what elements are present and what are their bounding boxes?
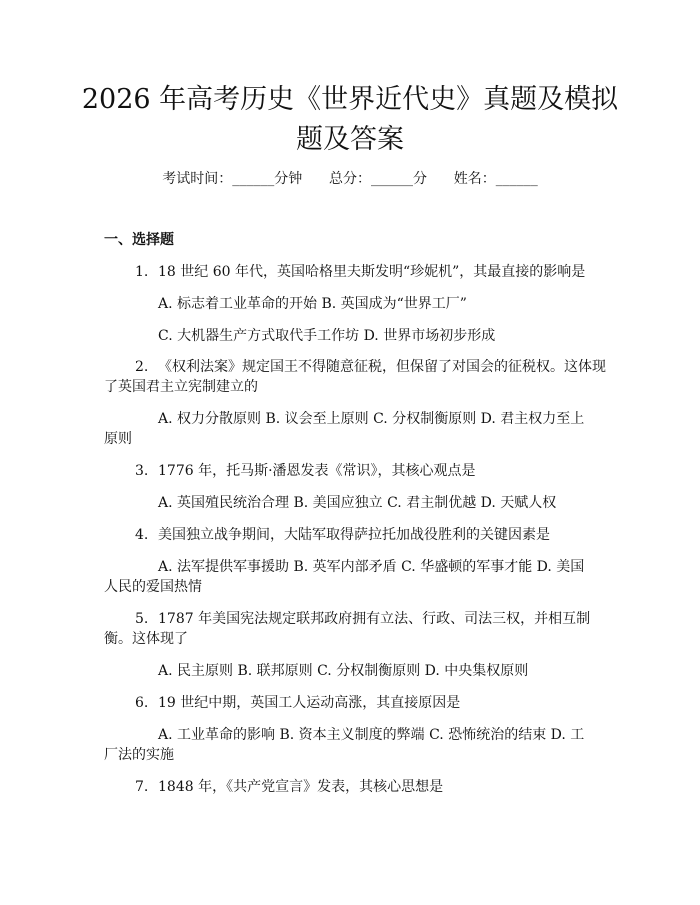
question-text: 1787 年美国宪法规定联邦政府拥有立法、行政、司法三权，并相互制 xyxy=(158,611,591,627)
exam-info-line: 考试时间：______分钟 总分：______分 姓名：______ xyxy=(162,171,538,187)
question-1-options-c-d: C. 大机器生产方式取代手工作坊 D. 世界市场初步形成 xyxy=(158,328,496,344)
question-1-options-a-b: A. 标志着工业革命的开始 B. 英国成为“世界工厂” xyxy=(158,296,467,312)
question-6-options: A. 工业革命的影响 B. 资本主义制度的弊端 C. 恐怖统治的结束 D. 工 xyxy=(158,727,585,743)
question-7 xyxy=(135,777,443,797)
question-text: 1776 年，托马斯·潘恩发表《常识》，其核心观点是 xyxy=(158,463,476,479)
question-2-options-continuation: 原则 xyxy=(104,431,132,447)
question-text: 19 世纪中期，英国工人运动高涨，其直接原因是 xyxy=(158,695,461,711)
question-1 xyxy=(135,262,585,282)
question-3-options: A. 英国殖民统治合理 B. 美国应独立 C. 君主制优越 D. 天赋人权 xyxy=(158,495,557,511)
question-3 xyxy=(135,461,476,481)
question-4-options: A. 法军提供军事援助 B. 英军内部矛盾 C. 华盛顿的军事才能 D. 美国 xyxy=(158,559,585,575)
question-text: 1848 年，《共产党宣言》发表，其核心思想是 xyxy=(158,779,444,795)
question-2-continuation: 了英国君主立宪制建立的 xyxy=(104,379,258,395)
question-6-options-continuation: 厂法的实施 xyxy=(104,747,174,763)
question-number: 1. xyxy=(135,264,149,280)
question-number: 4. xyxy=(135,527,149,543)
question-text: 美国独立战争期间，大陆军取得萨拉托加战役胜利的关键因素是 xyxy=(158,527,550,543)
question-4 xyxy=(135,525,550,545)
question-5-continuation: 衡。这体现了 xyxy=(104,631,188,647)
question-4-options-continuation: 人民的爱国热情 xyxy=(104,579,202,595)
question-text: 《权利法案》规定国王不得随意征税，但保留了对国会的征税权。这体现 xyxy=(158,359,606,375)
question-number: 6. xyxy=(135,695,149,711)
page-title-line-1: 2026 年高考历史《世界近代史》真题及模拟 xyxy=(81,84,619,115)
question-text: 18 世纪 60 年代，英国哈格里夫斯发明“珍妮机”，其最直接的影响是 xyxy=(158,264,586,280)
question-5 xyxy=(135,609,590,629)
question-5-options: A. 民主原则 B. 联邦原则 C. 分权制衡原则 D. 中央集权原则 xyxy=(158,663,529,679)
question-2 xyxy=(135,357,606,377)
question-2-options: A. 权力分散原则 B. 议会至上原则 C. 分权制衡原则 D. 君主权力至上 xyxy=(158,411,585,427)
question-number: 3. xyxy=(135,463,149,479)
question-number: 2. xyxy=(135,359,149,375)
question-6 xyxy=(135,693,460,713)
section-heading: 一、选择题 xyxy=(104,232,174,248)
question-number: 5. xyxy=(135,611,149,627)
question-number: 7. xyxy=(135,779,149,795)
page-title-line-2: 题及答案 xyxy=(296,124,404,155)
